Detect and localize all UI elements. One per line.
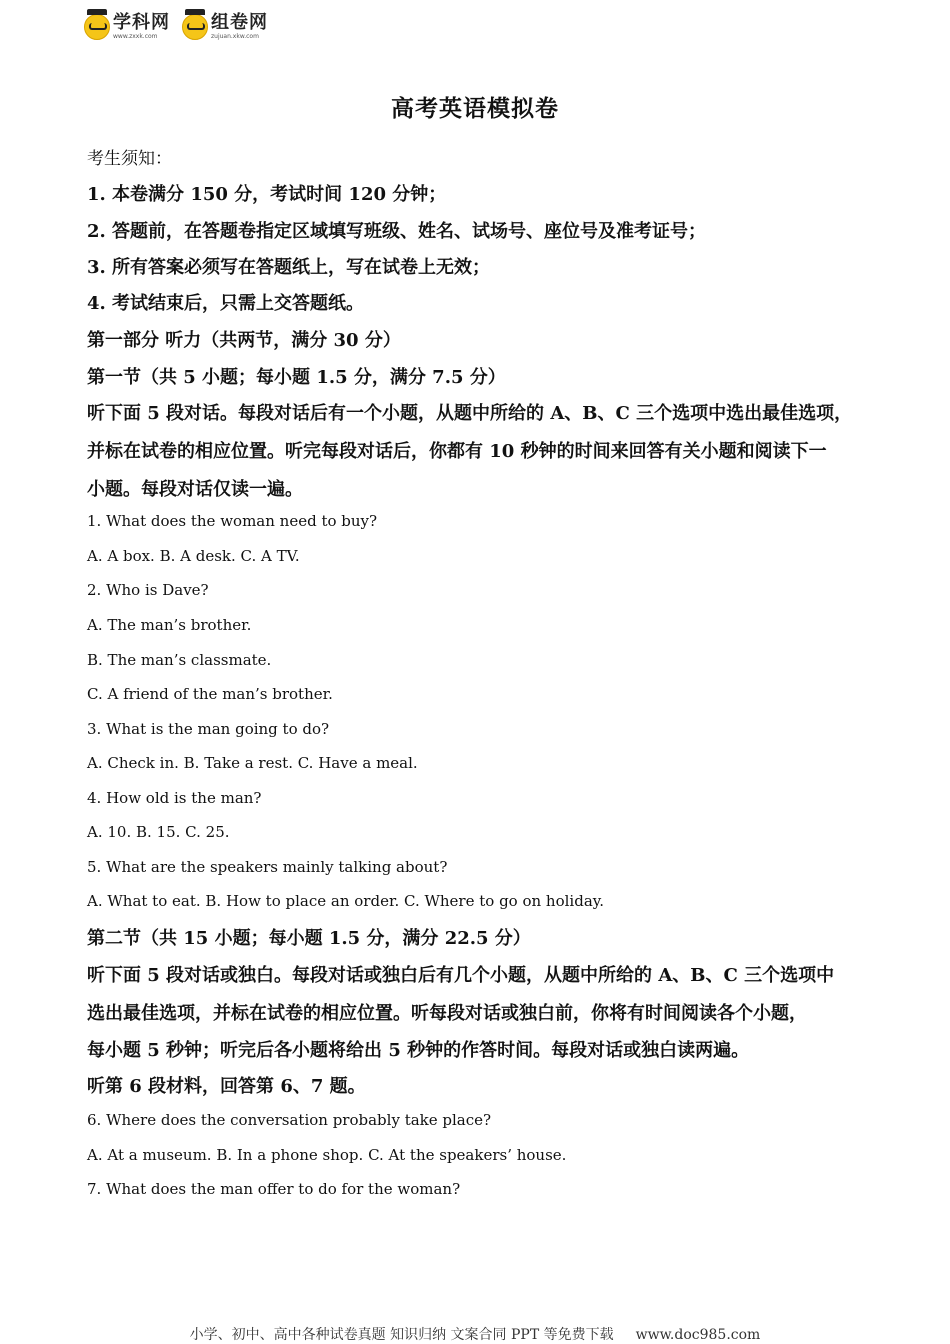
logo-url: www.zxxk.com xyxy=(113,33,158,40)
graduate-face-icon xyxy=(182,14,208,40)
note-item: 2. 答题前，在答题卷指定区域填写班级、姓名、试场号、座位号及准考证号； xyxy=(87,221,707,242)
question-3: 3. What is the man going to do? xyxy=(87,720,330,738)
material-6-heading: 听第 6 段材料，回答第 6、7 题。 xyxy=(87,1076,366,1097)
question-6-options: A. At a museum. B. In a phone shop. C. At the speakers’ house. xyxy=(87,1146,567,1164)
footer-url[interactable]: www.doc985.com xyxy=(635,1327,761,1343)
question-2-option-b: B. The man’s classmate. xyxy=(87,651,272,669)
question-4-options: A. 10. B. 15. C. 25. xyxy=(87,823,230,841)
question-5-options: A. What to eat. B. How to place an order. C. Where to go on holiday. xyxy=(87,892,605,910)
question-2-option-c: C. A friend of the man’s brother. xyxy=(87,685,333,703)
section2-instruction: 选出最佳选项，并标在试卷的相应位置。听每段对话或独白前，你将有时间阅读各个小题， xyxy=(87,1003,807,1024)
logo-name: 学科网 xyxy=(113,12,170,33)
question-7: 7. What does the man offer to do for the woman? xyxy=(87,1180,461,1198)
section1-heading: 第一节（共 5 小题；每小题 1.5 分，满分 7.5 分） xyxy=(87,367,506,388)
xuekewang-logo[interactable] xyxy=(84,14,170,40)
question-1: 1. What does the woman need to buy? xyxy=(87,512,378,530)
section2-heading: 第二节（共 15 小题；每小题 1.5 分，满分 22.5 分） xyxy=(87,928,531,949)
logo-name: 组卷网 xyxy=(211,12,268,33)
exam-title: 高考英语模拟卷 xyxy=(391,95,559,122)
part1-heading: 第一部分 听力（共两节，满分 30 分） xyxy=(87,330,401,351)
note-item: 3. 所有答案必须写在答题纸上，写在试卷上无效； xyxy=(87,257,491,278)
header-logos xyxy=(84,14,268,40)
section1-instruction: 听下面 5 段对话。每段对话后有一个小题，从题中所给的 A、B、C 三个选项中选出最佳选项， xyxy=(87,403,853,424)
footer-text: 小学、初中、高中各种试卷真题 知识归纳 文案合同 PPT 等免费下载 xyxy=(189,1327,614,1343)
section1-instruction: 并标在试卷的相应位置。听完每段对话后，你都有 10 秒钟的时间来回答有关小题和阅读下一 xyxy=(87,441,827,462)
note-item: 4. 考试结束后，只需上交答题纸。 xyxy=(87,293,365,314)
question-1-options: A. A box. B. A desk. C. A TV. xyxy=(87,547,300,565)
notes-heading: 考生须知： xyxy=(87,149,172,169)
logo-url: zujuan.xkw.com xyxy=(211,33,259,40)
question-2: 2. Who is Dave? xyxy=(87,581,209,599)
section2-instruction: 每小题 5 秒钟；听完后各小题将给出 5 秒钟的作答时间。每段对话或独白读两遍。 xyxy=(87,1040,750,1061)
note-item: 1. 本卷满分 150 分，考试时间 120 分钟； xyxy=(87,184,447,205)
graduate-face-icon xyxy=(84,14,110,40)
question-6: 6. Where does the conversation probably take place? xyxy=(87,1111,492,1129)
question-2-option-a: A. The man’s brother. xyxy=(87,616,252,634)
section1-instruction: 小题。每段对话仅读一遍。 xyxy=(87,479,303,500)
question-4: 4. How old is the man? xyxy=(87,789,262,807)
question-3-options: A. Check in. B. Take a rest. C. Have a meal. xyxy=(87,754,418,772)
zujuanwang-logo[interactable] xyxy=(182,14,268,40)
section2-instruction: 听下面 5 段对话或独白。每段对话或独白后有几个小题，从题中所给的 A、B、C 三个选项中 xyxy=(87,965,835,986)
page-footer xyxy=(0,1324,950,1344)
question-5: 5. What are the speakers mainly talking about? xyxy=(87,858,448,876)
